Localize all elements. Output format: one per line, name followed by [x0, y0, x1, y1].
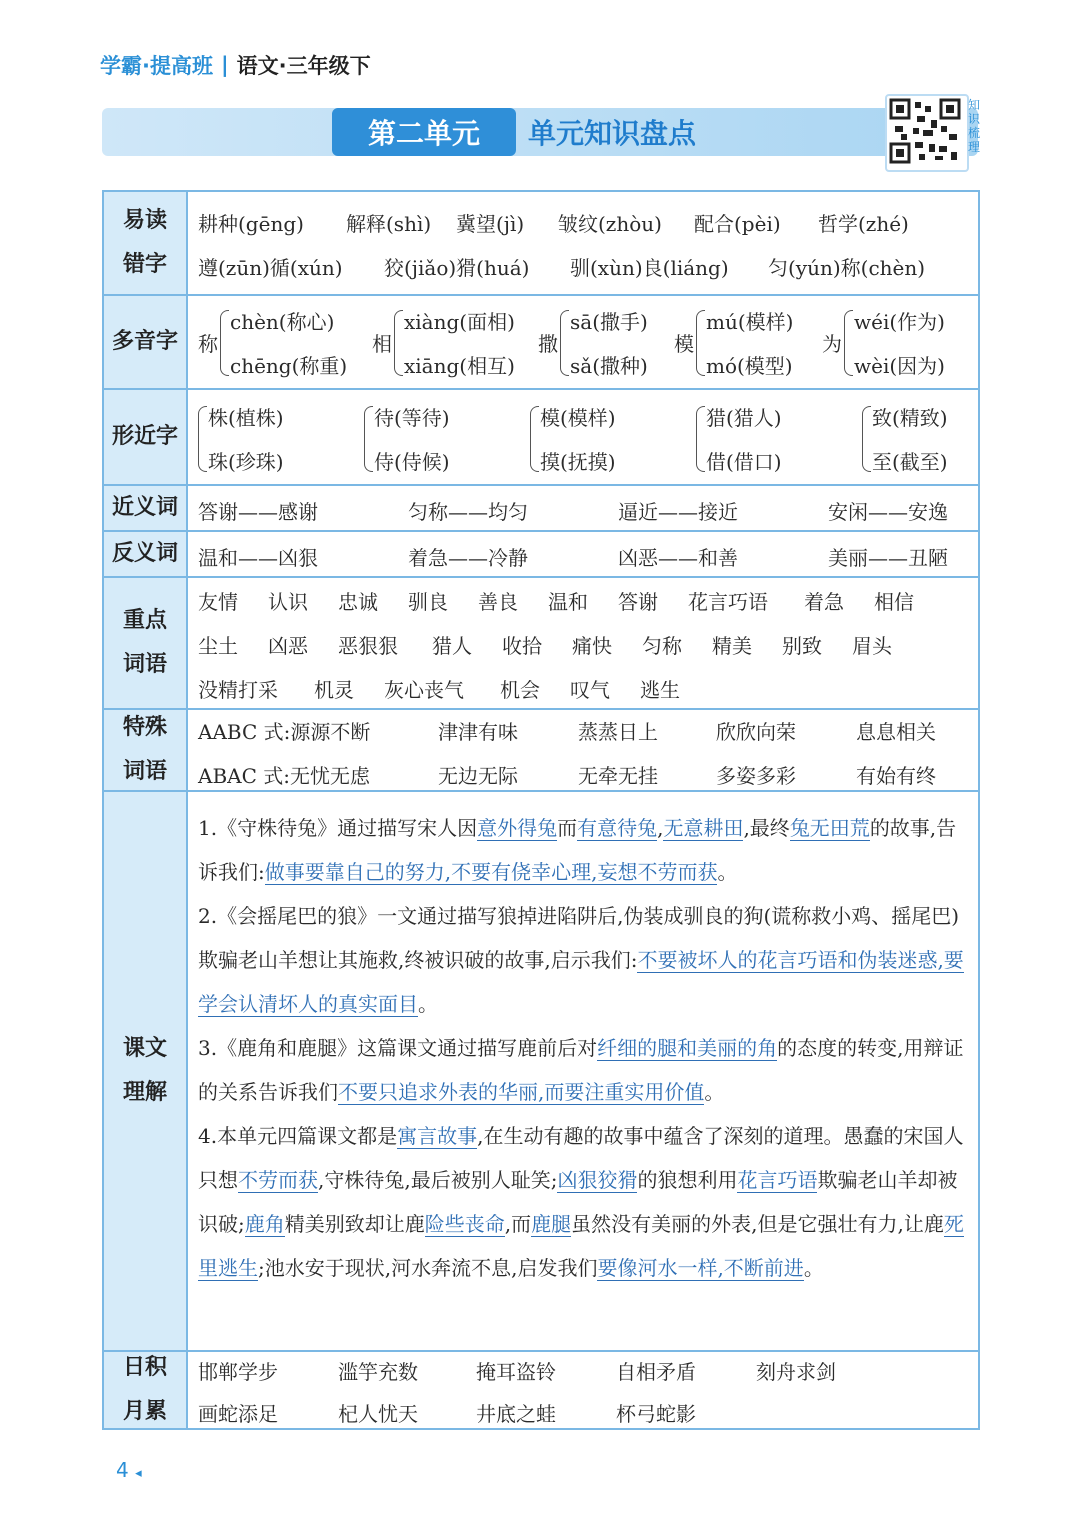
row-content [198, 578, 970, 708]
brace [844, 310, 853, 376]
brace [364, 406, 373, 472]
text: 。 [418, 992, 438, 1016]
key-phrase: 不要只追求外表的华丽,而要注重实用价值 [338, 1080, 705, 1104]
brace [198, 406, 207, 472]
text: 2.《会摇尾巴的狼》一文通过描写狼掉进陷阱后,伪装成驯良的狗(谎称救小鸡、摇尾巴)欺骗老山羊想让其施救,终被识破的故事,启示我们: [198, 904, 960, 972]
label-line: 课文 [122, 1036, 167, 1061]
label-line: 词语 [122, 652, 167, 677]
key-phrase: 寓言故事 [397, 1124, 478, 1148]
key-word: 花言巧语 [688, 590, 768, 614]
special-word: 无边无际 [438, 764, 518, 788]
key-word: 善良 [478, 590, 518, 614]
key-word: 友情 [198, 590, 238, 614]
similar-char: 珠(珍珠) [208, 450, 284, 474]
key-word: 凶恶 [268, 634, 308, 658]
poly-char: 撒 [538, 332, 558, 356]
key-phrase: 凶狠狡猾 [557, 1168, 638, 1192]
row-daily-accumulation [104, 1352, 978, 1428]
poly-reading: sǎ(撒种) [570, 354, 648, 378]
row-label: 反义词 [104, 532, 188, 576]
special-word: ABAC 式:无忧无虑 [198, 764, 370, 788]
unit-label: 第二单元 [332, 108, 516, 156]
poly-reading: mó(模型) [706, 354, 793, 378]
key-word: 眉头 [852, 634, 892, 658]
key-word: 答谢 [618, 590, 658, 614]
text: 的故事,告诉我们: [198, 816, 957, 884]
idiom: 杯弓蛇影 [616, 1402, 696, 1426]
special-word: 多姿多彩 [716, 764, 796, 788]
key-phrase: 做事要靠自己的努力,不要有侥幸心理,妄想不劳而获 [264, 860, 718, 884]
row-label [104, 192, 188, 294]
poly-reading: chēng(称重) [230, 354, 348, 378]
page-number-text: 4 [116, 1458, 129, 1482]
paragraph-2 [198, 894, 970, 1026]
brand-name: 学霸·提高班 [100, 54, 213, 78]
poly-reading: xiàng(面相) [404, 310, 515, 334]
key-word: 叹气 [570, 678, 610, 702]
poly-char: 为 [822, 332, 842, 356]
key-word: 收拾 [502, 634, 542, 658]
row-special-words [104, 710, 978, 792]
key-word: 认识 [268, 590, 308, 614]
qr-code-icon[interactable] [885, 94, 969, 172]
special-word: 津津有味 [438, 720, 518, 744]
label-line: 理解 [122, 1080, 167, 1105]
key-word: 没精打采 [198, 678, 278, 702]
paragraph-3 [198, 1026, 970, 1114]
row-content [198, 532, 970, 576]
brace [696, 406, 705, 472]
special-word: 蒸蒸日上 [578, 720, 658, 744]
row-text-understanding [104, 792, 978, 1352]
key-phrase: 死里逃生 [198, 1212, 964, 1280]
synonym-pair: 逼近——接近 [618, 500, 738, 524]
text: 。 [704, 1080, 725, 1104]
similar-char: 株(植株) [208, 406, 284, 430]
word-item: 哲学(zhé) [818, 212, 909, 236]
word-item: 狡(jiǎo)猾(huá) [384, 256, 530, 280]
qr-label: 知识梳理 [968, 98, 981, 154]
similar-char: 侍(侍候) [374, 450, 450, 474]
similar-char: 致(精致) [872, 406, 948, 430]
idiom: 自相矛盾 [616, 1360, 696, 1384]
key-word: 机灵 [314, 678, 354, 702]
brace [220, 310, 229, 376]
idiom: 杞人忧天 [338, 1402, 418, 1426]
label-line: 错字 [122, 252, 167, 277]
poly-reading: sā(撒手) [570, 310, 648, 334]
key-phrase: 鹿角 [244, 1212, 285, 1236]
similar-char: 借(借口) [706, 450, 782, 474]
row-content [198, 1352, 970, 1428]
knowledge-table [102, 190, 980, 1430]
special-word: AABC 式:源源不断 [198, 720, 371, 744]
word-item: 配合(pèi) [694, 212, 781, 236]
arrow-left-icon: ◂ [135, 1466, 142, 1481]
text: ,守株待兔,最后被别人耻笑; [318, 1168, 558, 1192]
synonym-pair: 匀称——均匀 [408, 500, 528, 524]
word-item: 解释(shì) [346, 212, 432, 236]
row-label [104, 1352, 188, 1428]
row-content [198, 192, 970, 294]
text: 的态度的转变,用辩证的关系告诉我们 [198, 1036, 964, 1104]
idiom: 掩耳盗铃 [476, 1360, 556, 1384]
synonym-pair: 安闲——安逸 [828, 500, 948, 524]
row-easy-read [104, 192, 978, 296]
key-word: 痛快 [572, 634, 612, 658]
text: 虽然没有美丽的外表,但是它强壮有力,让鹿 [571, 1212, 944, 1236]
text: 4.本单元四篇课文都是 [198, 1124, 398, 1148]
word-item: 皱纹(zhòu) [558, 212, 662, 236]
word-item: 冀望(jì) [456, 212, 525, 236]
paragraph-4 [198, 1114, 970, 1290]
poly-reading: chèn(称心) [230, 310, 335, 334]
row-label [104, 710, 188, 790]
text: 。 [717, 860, 738, 884]
text: 的狼想利用 [637, 1168, 738, 1192]
idiom: 滥竽充数 [338, 1360, 418, 1384]
special-word: 无牵无挂 [578, 764, 658, 788]
key-word: 匀称 [642, 634, 682, 658]
page-number [116, 1458, 142, 1482]
word-item: 耕种(gēng) [198, 212, 304, 236]
poly-reading: mú(模样) [706, 310, 794, 334]
row-label: 多音字 [104, 296, 188, 388]
key-phrase: 意外得兔 [477, 816, 558, 840]
special-word: 欣欣向荣 [716, 720, 796, 744]
text: 精美别致却让鹿 [284, 1212, 425, 1236]
text: 。 [803, 1256, 824, 1280]
poly-char: 称 [198, 332, 218, 356]
page-title: 单元知识盘点 [528, 117, 697, 150]
key-phrase: 无意耕田 [663, 816, 744, 840]
word-item: 驯(xùn)良(liáng) [570, 256, 729, 280]
idiom: 刻舟求剑 [756, 1360, 836, 1384]
text: ,而 [504, 1212, 532, 1236]
key-word: 温和 [548, 590, 588, 614]
key-phrase: 不劳而获 [238, 1168, 318, 1192]
idiom: 画蛇添足 [198, 1402, 278, 1426]
key-phrase: 险些丧命 [424, 1212, 505, 1236]
row-label [104, 578, 188, 708]
similar-char: 至(截至) [872, 450, 948, 474]
key-word: 机会 [500, 678, 540, 702]
similar-char: 猎(猎人) [706, 406, 782, 430]
text: 而 [557, 816, 578, 840]
row-label: 近义词 [104, 486, 188, 530]
row-antonyms [104, 532, 978, 578]
row-label: 形近字 [104, 390, 188, 484]
key-phrase: 纤细的腿和美丽的角 [597, 1036, 778, 1060]
text: 1.《守株待兔》通过描写宋人因 [198, 816, 478, 840]
brace [394, 310, 403, 376]
text: , [657, 816, 664, 840]
key-word: 忠诚 [338, 590, 378, 614]
brace [560, 310, 569, 376]
brace [530, 406, 539, 472]
antonym-pair: 凶恶——和善 [618, 546, 738, 570]
text: 欺骗老山羊却被识破; [198, 1168, 958, 1236]
row-similar-chars [104, 390, 978, 486]
text: ,在生动有趣的故事中蕴含了深刻的道理。愚蠢的宋国人只想 [198, 1124, 964, 1192]
label-line: 特殊 [122, 715, 167, 740]
label-line: 日积 [122, 1355, 167, 1380]
label-line: 月累 [122, 1399, 167, 1424]
special-word: 有始有终 [856, 764, 936, 788]
label-line: 词语 [122, 759, 167, 784]
key-word: 相信 [874, 590, 914, 614]
similar-char: 待(等待) [374, 406, 450, 430]
subject-name: 语文·三年级下 [236, 54, 371, 78]
poly-char: 相 [372, 332, 392, 356]
idiom: 邯郸学步 [198, 1360, 278, 1384]
row-polyphonic [104, 296, 978, 390]
key-word: 灰心丧气 [384, 678, 464, 702]
similar-char: 摸(抚摸) [540, 450, 616, 474]
key-phrase: 兔无田荒 [789, 816, 870, 840]
key-phrase: 有意待兔 [577, 816, 658, 840]
poly-reading: wèi(因为) [854, 354, 945, 378]
row-content [198, 296, 970, 388]
poly-reading: xiāng(相互) [404, 354, 515, 378]
key-phrase: 不要被坏人的花言巧语和伪装迷惑,要学会认清坏人的真实面目 [198, 948, 964, 1016]
text: ,最终 [743, 816, 790, 840]
key-word: 精美 [712, 634, 752, 658]
brace [862, 406, 871, 472]
poly-char: 模 [674, 332, 694, 356]
paragraph-1 [198, 806, 970, 894]
key-word: 着急 [804, 590, 844, 614]
header [100, 48, 371, 82]
antonym-pair: 美丽——丑陋 [828, 546, 948, 570]
label-line: 重点 [122, 608, 167, 633]
synonym-pair: 答谢——感谢 [198, 500, 318, 524]
antonym-pair: 着急——冷静 [408, 546, 528, 570]
text: 3.《鹿角和鹿腿》这篇课文通过描写鹿前后对 [198, 1036, 598, 1060]
row-synonyms [104, 486, 978, 532]
key-word: 猎人 [432, 634, 472, 658]
row-key-words [104, 578, 978, 710]
similar-char: 模(模样) [540, 406, 616, 430]
antonym-pair: 温和——凶狠 [198, 546, 318, 570]
text: ;池水安于现状,河水奔流不息,启发我们 [258, 1256, 598, 1280]
word-item: 遵(zūn)循(xún) [198, 256, 343, 280]
key-word: 尘土 [198, 634, 238, 658]
poly-reading: wéi(作为) [854, 310, 945, 334]
key-word: 逃生 [640, 678, 680, 702]
key-word: 驯良 [408, 590, 448, 614]
row-content [198, 390, 970, 484]
idiom: 井底之蛙 [476, 1402, 556, 1426]
key-phrase: 要像河水一样,不断前进 [597, 1256, 804, 1280]
row-content [198, 486, 970, 530]
key-word: 别致 [782, 634, 822, 658]
row-content [198, 710, 970, 790]
word-item: 匀(yún)称(chèn) [768, 256, 926, 280]
label-line: 易读 [122, 208, 167, 233]
key-phrase: 鹿腿 [531, 1212, 572, 1236]
brace [696, 310, 705, 376]
header-separator: | [220, 53, 229, 77]
row-label [104, 792, 188, 1350]
key-word: 恶狠狠 [338, 634, 398, 658]
key-phrase: 花言巧语 [737, 1168, 818, 1192]
row-content [198, 792, 970, 1350]
special-word: 息息相关 [856, 720, 936, 744]
